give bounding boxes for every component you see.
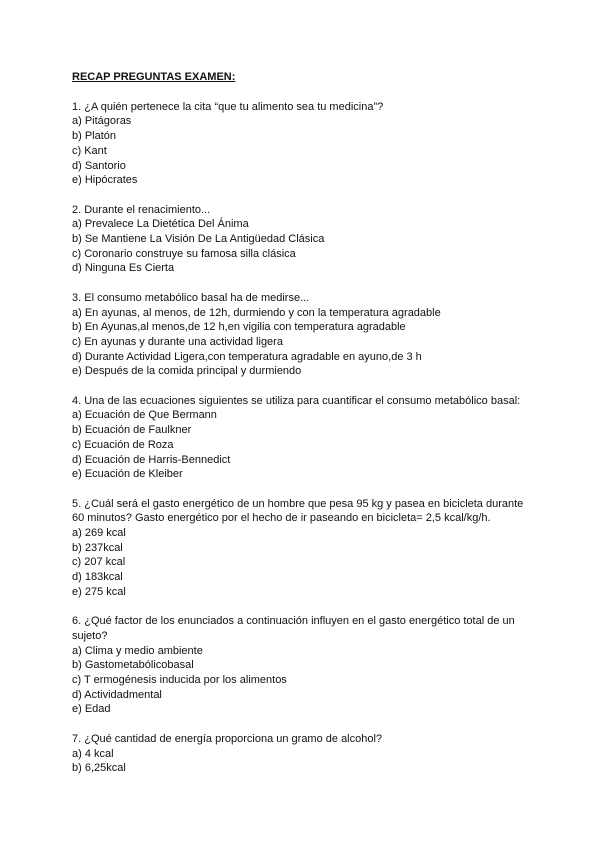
answer-option: c) Ecuación de Roza <box>72 438 174 451</box>
answer-option: b) 6,25kcal <box>72 762 126 775</box>
answer-option: b) Se Mantiene La Visión De La Antigüedad Clásica <box>72 233 325 246</box>
question-6 <box>72 614 534 717</box>
answer-option: c) T ermogénesis inducida por los alimentos <box>72 674 287 687</box>
answer-option: a) 269 kcal <box>72 527 126 540</box>
answer-option: d) Durante Actividad Ligera,con temperatura agradable en ayuno,de 3 h <box>72 350 422 363</box>
document-page <box>72 70 534 791</box>
answer-option: d) Ninguna Es Cierta <box>72 262 175 275</box>
answer-option: c) Coronario construye su famosa silla clásica <box>72 247 296 260</box>
answer-option: d) Actividadmental <box>72 688 162 701</box>
question-7 <box>72 732 534 776</box>
answer-option: b) Platón <box>72 130 117 143</box>
answer-option: a) Ecuación de Que Bermann <box>72 409 217 422</box>
answer-option: e) Ecuación de Kleiber <box>72 468 183 481</box>
answer-option: b) 237kcal <box>72 541 123 554</box>
question-2 <box>72 203 534 277</box>
question-5 <box>72 497 534 600</box>
question-text: 6. ¿Qué factor de los enunciados a continuación influyen en el gasto energético total de un sujeto? <box>72 615 515 642</box>
answer-option: b) Gastometabólicobasal <box>72 659 194 672</box>
answer-option: a) Pitágoras <box>72 115 132 128</box>
question-3 <box>72 291 534 379</box>
answer-option: c) Kant <box>72 144 107 157</box>
question-text: 7. ¿Qué cantidad de energía proporciona un gramo de alcohol? <box>72 732 383 745</box>
answer-option: e) Edad <box>72 703 111 716</box>
question-4 <box>72 394 534 482</box>
answer-option: e) 275 kcal <box>72 585 126 598</box>
answer-option: a) 4 kcal <box>72 747 114 760</box>
answer-option: b) Ecuación de Faulkner <box>72 424 192 437</box>
answer-option: e) Hipócrates <box>72 174 138 187</box>
answer-option: e) Después de la comida principal y durmiendo <box>72 365 302 378</box>
answer-option: a) En ayunas, al menos, de 12h, durmiendo y con la temperatura agradable <box>72 306 441 319</box>
answer-option: a) Prevalece La Dietética Del Ánima <box>72 218 249 231</box>
question-text: 2. Durante el renacimiento... <box>72 203 211 216</box>
answer-option: c) En ayunas y durante una actividad ligera <box>72 335 283 348</box>
question-list <box>72 100 534 776</box>
answer-option: c) 207 kcal <box>72 556 126 569</box>
question-text: 1. ¿A quién pertenece la cita “que tu alimento sea tu medicina”? <box>72 100 384 113</box>
answer-option: d) 183kcal <box>72 571 123 584</box>
question-text: 3. El consumo metabólico basal ha de medirse... <box>72 291 310 304</box>
question-1 <box>72 100 534 188</box>
answer-option: d) Santorio <box>72 159 126 172</box>
document-title: RECAP PREGUNTAS EXAMEN: <box>72 71 236 83</box>
question-text: 4. Una de las ecuaciones siguientes se utiliza para cuantificar el consumo metabólico basal: <box>72 394 521 407</box>
answer-option: a) Clima y medio ambiente <box>72 644 203 657</box>
answer-option: b) En Ayunas,al menos,de 12 h,en vigilia con temperatura agradable <box>72 321 406 334</box>
question-text: 5. ¿Cuál será el gasto energético de un hombre que pesa 95 kg y pasea en bicicleta durante 60 minutos? Gasto energético por el hecho de ir paseando en bicicleta= 2,5 kcal/kg/h. <box>72 497 524 525</box>
answer-option: d) Ecuación de Harris-Bennedict <box>72 453 231 466</box>
